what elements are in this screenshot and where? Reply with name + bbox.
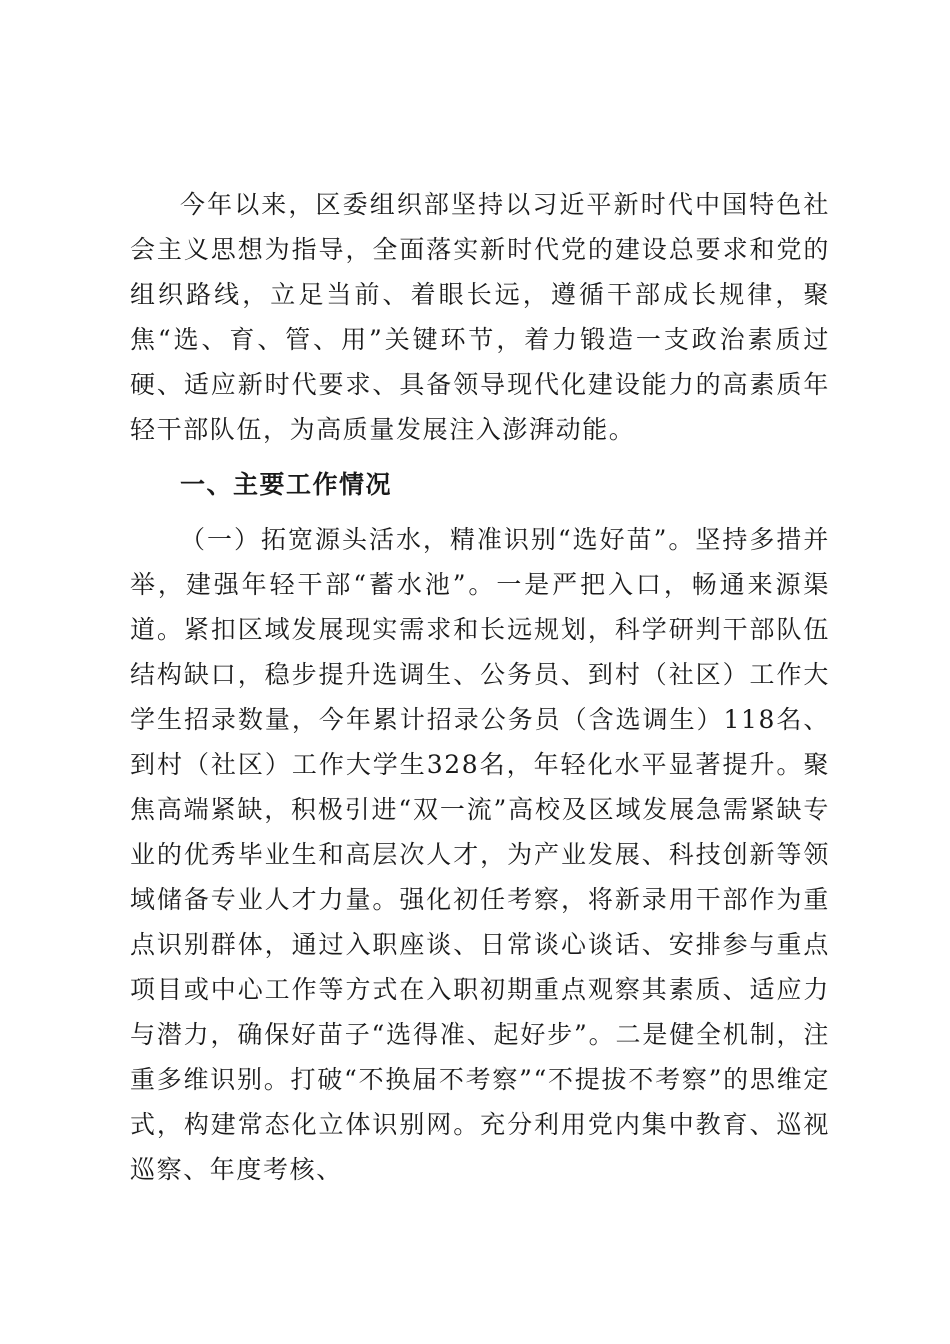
- document-body: [130, 182, 830, 1192]
- section-paragraph: （一）拓宽源头活水，精准识别“选好苗”。坚持多措并举，建强年轻干部“蓄水池”。一是严把入口，畅通来源渠道。紧扣区域发展现实需求和长远规划，科学研判干部队伍结构缺口，稳步提升选调生、公务员、到村（社区）工作大学生招录数量，今年累计招录公务员（含选调生）118名、到村（社区）工作大学生328名，年轻化水平显著提升。聚焦高端紧缺，积极引进“双一流”高校及区域发展急需紧缺专业的优秀毕业生和高层次人才，为产业发展、科技创新等领域储备专业人才力量。强化初任考察，将新录用干部作为重点识别群体，通过入职座谈、日常谈心谈话、安排参与重点项目或中心工作等方式在入职初期重点观察其素质、适应力与潜力，确保好苗子“选得准、起好步”。二是健全机制，注重多维识别。打破“不换届不考察”“不提拔不考察”的思维定式，构建常态化立体识别网。充分利用党内集中教育、巡视巡察、年度考核、: [130, 525, 830, 1184]
- section-heading: 一、主要工作情况: [180, 470, 393, 499]
- intro-paragraph: 今年以来，区委组织部坚持以习近平新时代中国特色社会主义思想为指导，全面落实新时代党的建设总要求和党的组织路线，立足当前、着眼长远，遵循干部成长规律，聚焦“选、育、管、用”关键环节，着力锻造一支政治素质过硬、适应新时代要求、具备领导现代化建设能力的高素质年轻干部队伍，为高质量发展注入澎湃动能。: [130, 190, 830, 444]
